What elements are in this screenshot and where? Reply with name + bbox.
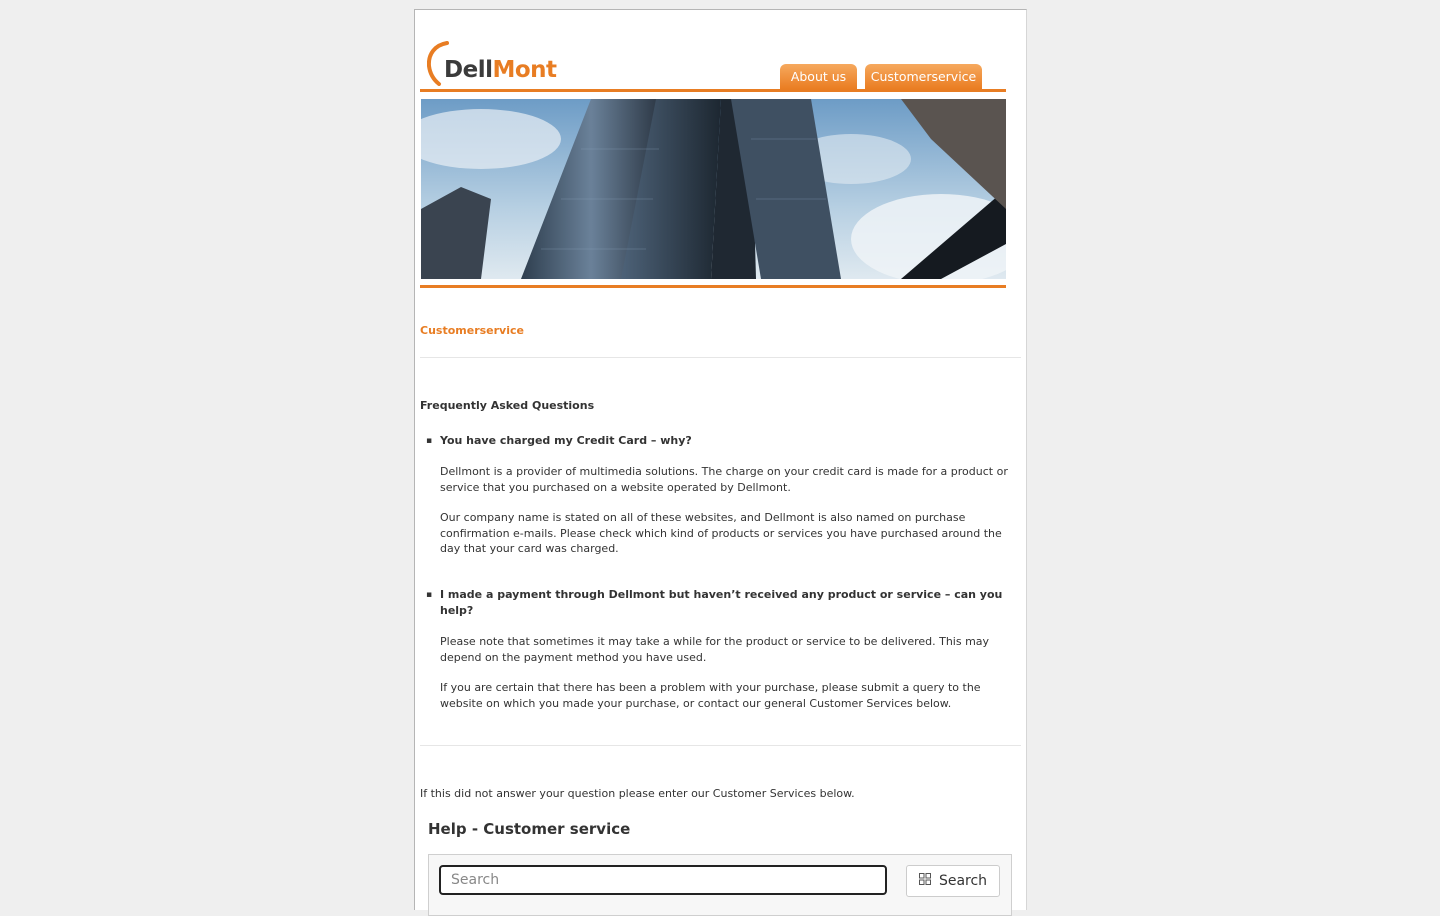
help-title: Help - Customer service [428,820,631,838]
header-divider [420,89,1006,92]
tab-customerservice[interactable]: Customerservice [865,64,982,89]
faq-answer: Our company name is stated on all of these websites, and Dellmont is also named on purchase confirmation e-mails. Please check which kind of products or services you have purchased around the day that your card was charged. [440,511,1002,556]
page-container [414,9,1027,910]
search-button-label: Search [938,873,988,889]
divider [420,745,1021,746]
banner-image [421,99,1006,279]
search-button[interactable] [906,865,1000,897]
faq-answer: Please note that sometimes it may take a while for the product or service to be delivered. This may depend on the payment method you have used. [440,634,990,664]
search-input[interactable] [439,865,887,895]
tab-about-us[interactable]: About us [780,64,857,89]
dellmont-logo[interactable] [427,40,572,86]
svg-text:DellMont: DellMont [444,57,557,83]
help-note: If this did not answer your question please enter our Customer Services below. [420,787,855,800]
divider [420,357,1021,358]
search-panel [428,854,1012,916]
faq-question: ▪ You have charged my Credit Card – why? [440,434,692,447]
banner-divider [420,285,1006,288]
faq-heading: Frequently Asked Questions [420,399,595,412]
header [415,10,1026,92]
faq-item [440,433,1020,557]
faq-answer: Dellmont is a provider of multimedia solutions. The charge on your credit card is made for a product or service that you purchased on a website operated by Dellmont. [440,465,1008,494]
faq-answer: If you are certain that there has been a problem with your purchase, please submit a query to the website on which you made your purchase, or contact our general Customer Services below. [440,681,981,710]
faq-question: ▪ I made a payment through Dellmont but haven’t received any product or service – can you help? [440,587,1003,617]
section-title: Customerservice [420,324,524,337]
grid-icon [919,873,931,889]
faq-item [440,587,1020,711]
faq-list [420,433,1020,711]
